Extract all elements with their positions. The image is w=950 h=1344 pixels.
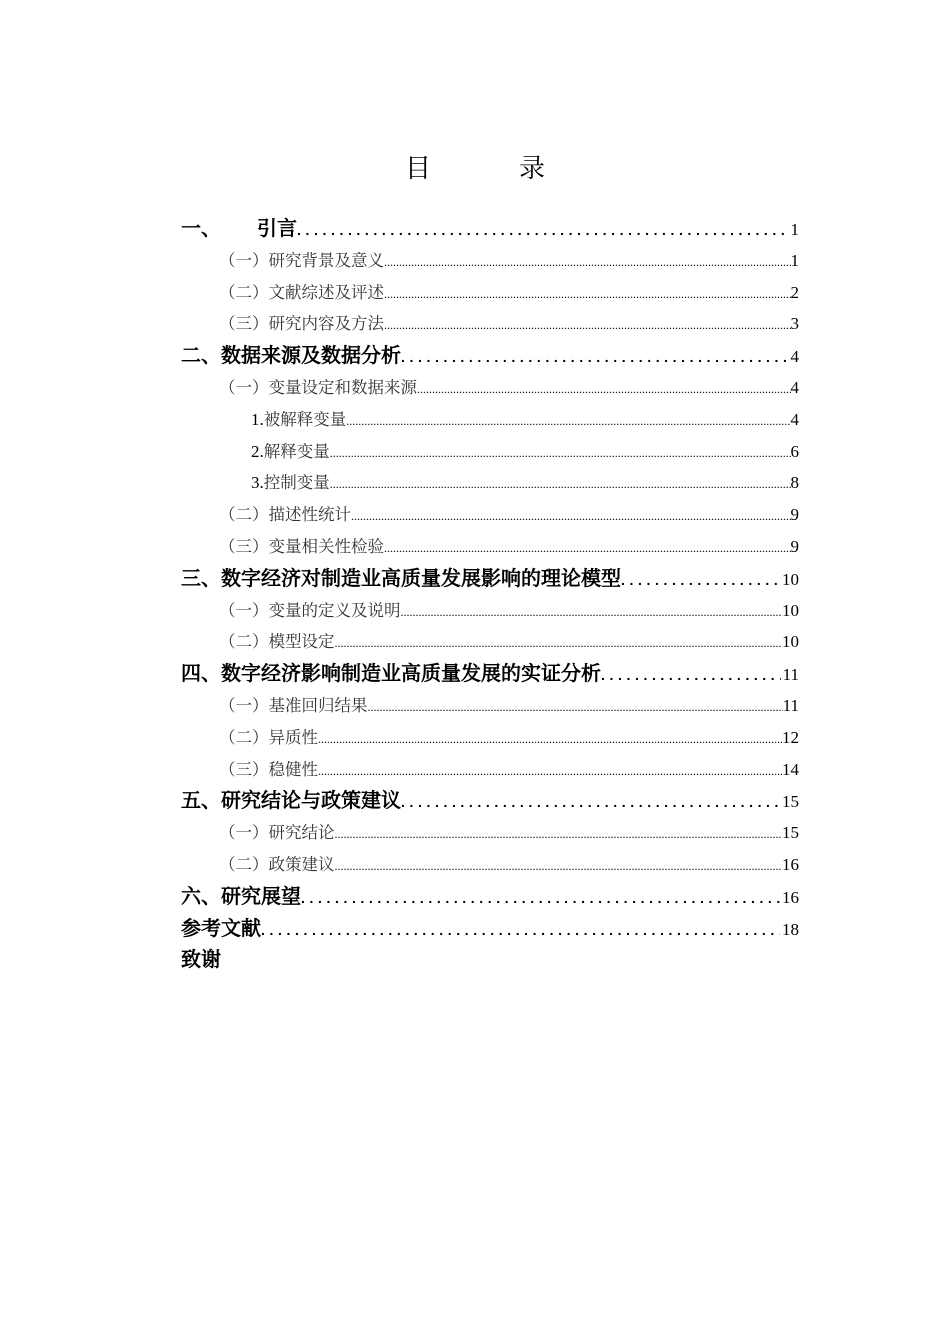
toc-entry[interactable] bbox=[181, 785, 799, 817]
toc-leader-dots bbox=[384, 310, 791, 340]
toc-leader-dots bbox=[318, 724, 782, 754]
toc-entry-number: 三、 bbox=[181, 565, 221, 590]
toc-page-number: 16 bbox=[782, 854, 799, 874]
toc-entry-number: （三） bbox=[219, 314, 269, 334]
toc-entry-title: 异质性 bbox=[268, 727, 318, 747]
toc-entry-label bbox=[251, 404, 346, 436]
toc-page-number: 11 bbox=[782, 695, 799, 715]
toc-page-number: 9 bbox=[790, 505, 799, 525]
toc-leader-dots bbox=[417, 374, 791, 404]
toc-entry-number: 3. bbox=[251, 473, 264, 493]
toc-entry-label bbox=[181, 213, 297, 245]
toc-entry[interactable] bbox=[181, 245, 799, 277]
toc-page-number: 4 bbox=[790, 409, 799, 429]
toc-entry-label bbox=[219, 817, 335, 849]
toc-leader-dots bbox=[401, 342, 789, 372]
toc-page-number: 3 bbox=[790, 314, 799, 334]
toc-leader-dots bbox=[384, 533, 791, 563]
toc-leader-dots bbox=[401, 787, 780, 817]
toc-entry[interactable] bbox=[181, 372, 799, 404]
toc-entry-title: 变量设定和数据来源 bbox=[268, 377, 417, 397]
toc-entry-label bbox=[219, 277, 384, 309]
toc-entry-label bbox=[181, 658, 601, 690]
toc-page-number: 12 bbox=[782, 727, 799, 747]
toc-leader-dots bbox=[301, 883, 780, 913]
toc-entry-label bbox=[219, 372, 417, 404]
toc-entry-title: 基准回归结果 bbox=[268, 695, 368, 715]
toc-leader-dots bbox=[261, 915, 780, 945]
toc-page-number: 11 bbox=[782, 665, 799, 685]
toc-page-number: 1 bbox=[790, 250, 799, 270]
toc-entry[interactable] bbox=[181, 404, 799, 436]
toc-entry[interactable] bbox=[181, 436, 799, 468]
table-of-contents bbox=[181, 213, 799, 976]
toc-entry[interactable] bbox=[181, 722, 799, 754]
toc-entry[interactable] bbox=[181, 658, 799, 690]
toc-page-number: 4 bbox=[790, 347, 799, 367]
toc-entry-number: （一） bbox=[219, 377, 269, 397]
toc-entry-title: 研究结论与政策建议 bbox=[221, 788, 401, 813]
toc-entry-number: （一） bbox=[219, 695, 269, 715]
toc-leader-dots bbox=[384, 279, 791, 309]
toc-entry-title: 模型设定 bbox=[268, 632, 335, 652]
toc-entry-number: （二） bbox=[219, 632, 269, 652]
toc-entry-number: （二） bbox=[219, 854, 269, 874]
toc-entry-label bbox=[251, 436, 330, 468]
toc-entry-label bbox=[219, 499, 351, 531]
toc-entry[interactable] bbox=[181, 817, 799, 849]
toc-entry[interactable] bbox=[181, 563, 799, 595]
toc-entry[interactable] bbox=[181, 499, 799, 531]
toc-entry-label bbox=[219, 849, 335, 881]
toc-entry-title: 参考文献 bbox=[181, 915, 261, 940]
toc-entry[interactable] bbox=[181, 531, 799, 563]
toc-entry[interactable] bbox=[181, 944, 799, 976]
toc-entry-title: 解释变量 bbox=[263, 441, 330, 461]
toc-entry-number: （三） bbox=[219, 759, 269, 779]
toc-entry-label bbox=[219, 531, 384, 563]
toc-entry[interactable] bbox=[181, 308, 799, 340]
toc-entry-number: （一） bbox=[219, 600, 269, 620]
toc-page-number: 4 bbox=[790, 377, 799, 397]
toc-leader-dots bbox=[335, 819, 783, 849]
toc-page-number: 10 bbox=[782, 632, 799, 652]
toc-entry[interactable] bbox=[181, 213, 799, 245]
toc-entry[interactable] bbox=[181, 690, 799, 722]
toc-entry-title: 被解释变量 bbox=[263, 409, 347, 429]
toc-leader-dots bbox=[335, 628, 783, 658]
toc-entry[interactable] bbox=[181, 913, 799, 945]
toc-entry-number: （三） bbox=[219, 536, 269, 556]
toc-entry-label bbox=[219, 595, 401, 627]
toc-entry-number: （二） bbox=[219, 505, 269, 525]
toc-page-number: 15 bbox=[782, 792, 799, 812]
toc-entry-title: 变量的定义及说明 bbox=[268, 600, 401, 620]
toc-leader-dots bbox=[297, 215, 789, 245]
toc-entry[interactable] bbox=[181, 754, 799, 786]
toc-leader-dots bbox=[335, 851, 783, 881]
toc-entry-label bbox=[219, 690, 368, 722]
title-char-2: 录 bbox=[519, 154, 546, 184]
toc-page-number: 15 bbox=[782, 823, 799, 843]
toc-entry-title: 描述性统计 bbox=[268, 505, 351, 525]
toc-page-number: 10 bbox=[782, 600, 799, 620]
toc-entry[interactable] bbox=[181, 467, 799, 499]
toc-page-number: 16 bbox=[782, 887, 799, 907]
toc-page-number: 2 bbox=[790, 282, 799, 302]
toc-entry-label bbox=[181, 913, 261, 945]
toc-entry-number: 二、 bbox=[181, 343, 221, 368]
toc-entry-title: 数字经济对制造业高质量发展影响的理论模型 bbox=[221, 565, 621, 590]
toc-leader-dots bbox=[621, 565, 780, 595]
toc-entry-title: 研究背景及意义 bbox=[268, 250, 384, 270]
toc-entry-title: 数字经济影响制造业高质量发展的实证分析 bbox=[221, 661, 601, 686]
toc-entry-label bbox=[219, 245, 384, 277]
toc-leader-dots bbox=[330, 438, 791, 468]
toc-entry-label bbox=[181, 563, 621, 595]
toc-entry-title: 控制变量 bbox=[263, 473, 330, 493]
title-char-1: 目 bbox=[404, 154, 431, 184]
toc-entry-title: 致谢 bbox=[181, 947, 221, 972]
toc-entry-title: 引言 bbox=[257, 216, 297, 240]
toc-page-number: 1 bbox=[790, 220, 799, 239]
toc-entry-title: 数据来源及数据分析 bbox=[221, 343, 401, 368]
toc-entry[interactable] bbox=[181, 849, 799, 881]
toc-entry[interactable] bbox=[181, 626, 799, 658]
toc-leader-dots bbox=[601, 660, 781, 690]
toc-page-number: 6 bbox=[790, 441, 799, 461]
toc-entry-label bbox=[219, 754, 318, 786]
toc-entry-label bbox=[181, 785, 401, 817]
toc-page-number: 9 bbox=[790, 536, 799, 556]
toc-entry-number: 五、 bbox=[181, 788, 221, 813]
toc-entry-number: （一） bbox=[219, 823, 269, 843]
toc-entry-number: 2. bbox=[251, 441, 264, 461]
toc-entry-title: 政策建议 bbox=[268, 854, 335, 874]
toc-entry-label bbox=[219, 626, 335, 658]
toc-entry[interactable] bbox=[181, 277, 799, 309]
toc-entry-number: 四、 bbox=[181, 661, 221, 686]
toc-entry-title: 研究展望 bbox=[221, 883, 301, 908]
toc-entry-label bbox=[181, 340, 401, 372]
toc-entry[interactable] bbox=[181, 595, 799, 627]
toc-leader-dots bbox=[346, 406, 790, 436]
toc-entry-label bbox=[251, 467, 330, 499]
toc-leader-dots bbox=[401, 597, 783, 627]
toc-page-number: 8 bbox=[790, 473, 799, 493]
toc-leader-dots bbox=[330, 469, 791, 499]
toc-entry-number: 六、 bbox=[181, 883, 221, 908]
toc-entry-number: 1. bbox=[251, 409, 264, 429]
toc-entry-title: 研究内容及方法 bbox=[268, 314, 384, 334]
toc-entry-number: （二） bbox=[219, 727, 269, 747]
toc-leader-dots bbox=[351, 501, 791, 531]
toc-leader-dots bbox=[368, 692, 783, 722]
toc-entry[interactable] bbox=[181, 881, 799, 913]
toc-page-number: 14 bbox=[782, 759, 799, 779]
toc-entry-title: 文献综述及评述 bbox=[268, 282, 384, 302]
toc-entry-label bbox=[181, 944, 221, 976]
toc-entry-number: 一、 bbox=[181, 216, 221, 240]
toc-entry-label bbox=[181, 881, 301, 913]
toc-entry-label bbox=[219, 722, 318, 754]
toc-entry-number: （一） bbox=[219, 250, 269, 270]
toc-entry-title: 变量相关性检验 bbox=[268, 536, 384, 556]
toc-leader-dots bbox=[384, 247, 791, 277]
toc-entry-number: （二） bbox=[219, 282, 269, 302]
toc-page-number: 18 bbox=[782, 919, 799, 939]
toc-entry-title: 研究结论 bbox=[268, 823, 335, 843]
page-title bbox=[0, 148, 950, 185]
toc-entry-title: 稳健性 bbox=[268, 759, 318, 779]
toc-page-number: 10 bbox=[782, 569, 799, 589]
toc-entry[interactable] bbox=[181, 340, 799, 372]
toc-entry-label bbox=[219, 308, 384, 340]
toc-leader-dots bbox=[318, 756, 782, 786]
